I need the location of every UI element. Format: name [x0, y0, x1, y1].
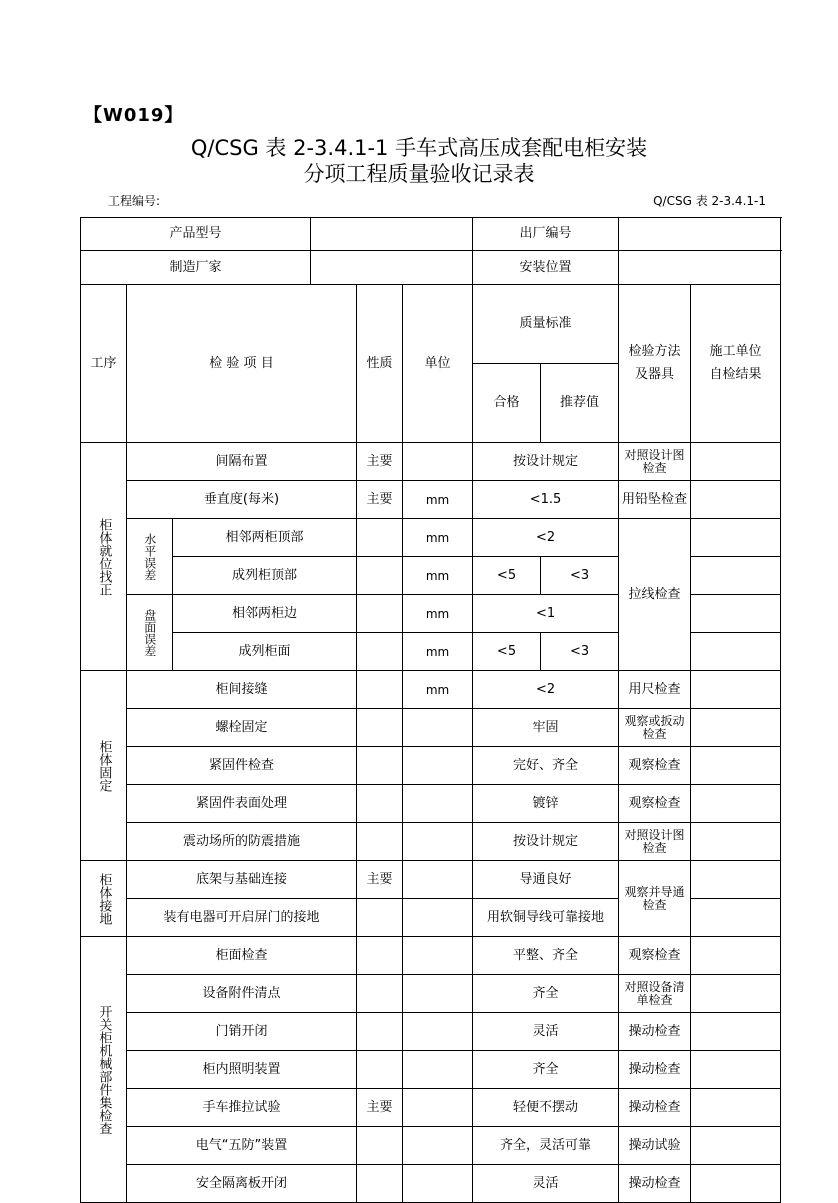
method-cell: 对照设计图检查 — [619, 443, 691, 481]
item-cell: 设备附件清点 — [127, 975, 357, 1013]
standard-cell: 齐全 — [473, 1051, 619, 1089]
nature-cell: 主要 — [357, 443, 403, 481]
unit-cell: mm — [403, 557, 473, 595]
col-item: 检 验 项 目 — [127, 285, 357, 443]
unit-cell: mm — [403, 519, 473, 557]
table-row — [81, 785, 781, 823]
project-number-label: 工程编号: — [108, 194, 161, 208]
table-row — [81, 519, 781, 557]
item-cell: 紧固件检查 — [127, 747, 357, 785]
self-result-cell[interactable] — [691, 557, 781, 595]
info-row-1 — [81, 218, 781, 251]
self-result-cell[interactable] — [691, 1127, 781, 1165]
nature-cell: 主要 — [357, 861, 403, 899]
recommended-cell: <3 — [541, 633, 619, 671]
standard-cell: <1.5 — [473, 481, 619, 519]
nature-cell: 主要 — [357, 481, 403, 519]
col-method-line1: 检验方法 — [628, 343, 681, 359]
form-number: Q/CSG 表 2-3.4.1-1 — [653, 194, 766, 208]
self-result-cell[interactable] — [691, 975, 781, 1013]
self-result-cell[interactable] — [691, 1089, 781, 1127]
unit-cell — [403, 1165, 473, 1203]
unit-cell — [403, 443, 473, 481]
form-code: 【W019】 — [84, 105, 184, 126]
table-row — [81, 747, 781, 785]
nature-cell — [357, 747, 403, 785]
nature-cell — [357, 937, 403, 975]
item-cell: 垂直度(每米) — [127, 481, 357, 519]
item-cell: 电气“五防”装置 — [127, 1127, 357, 1165]
nature-cell — [357, 595, 403, 633]
subgroup-surface-error: 盘面误差 — [127, 595, 173, 671]
nature-cell — [357, 709, 403, 747]
standard-cell: 牢固 — [473, 709, 619, 747]
unit-cell — [403, 823, 473, 861]
item-cell: 震动场所的防震措施 — [127, 823, 357, 861]
maker-label: 制造厂家 — [81, 251, 311, 285]
col-method — [619, 285, 691, 443]
unit-cell — [403, 1127, 473, 1165]
item-cell: 柜间接缝 — [127, 671, 357, 709]
unit-cell: mm — [403, 595, 473, 633]
item-cell: 安全隔离板开闭 — [127, 1165, 357, 1203]
standard-cell: 镀锌 — [473, 785, 619, 823]
method-cell: 观察检查 — [619, 937, 691, 975]
item-cell: 相邻两柜边 — [173, 595, 357, 633]
unit-cell — [403, 937, 473, 975]
standard-cell: 导通良好 — [473, 861, 619, 899]
standard-cell: 灵活 — [473, 1013, 619, 1051]
method-cell: 操动检查 — [619, 1051, 691, 1089]
self-result-cell[interactable] — [691, 861, 781, 899]
self-result-cell[interactable] — [691, 785, 781, 823]
col-recommended: 推荐值 — [541, 364, 619, 443]
self-result-cell[interactable] — [691, 1165, 781, 1203]
col-self-line2: 自检结果 — [709, 366, 762, 382]
item-cell: 柜面检查 — [127, 937, 357, 975]
nature-cell — [357, 1051, 403, 1089]
self-result-cell[interactable] — [691, 595, 781, 633]
subgroup-horizontal-error: 水平误差 — [127, 519, 173, 595]
nature-cell — [357, 899, 403, 937]
nature-cell — [357, 557, 403, 595]
unit-cell — [403, 747, 473, 785]
col-nature: 性质 — [357, 285, 403, 443]
page-title: Q/CSG 表 2-3.4.1-1 手车式高压成套配电柜安装 — [190, 136, 648, 160]
qualified-cell: <5 — [473, 557, 541, 595]
serial-value[interactable] — [619, 218, 781, 251]
standard-cell: 轻便不摆动 — [473, 1089, 619, 1127]
method-cell: 对照设备清单检查 — [619, 975, 691, 1013]
page-subtitle: 分项工程质量验收记录表 — [303, 162, 535, 186]
method-cell: 操动检查 — [619, 1089, 691, 1127]
standard-cell: <2 — [473, 671, 619, 709]
method-cell: 观察并导通检查 — [619, 861, 691, 937]
method-cell: 对照设计图检查 — [619, 823, 691, 861]
item-cell: 手车推拉试验 — [127, 1089, 357, 1127]
standard-cell: 平整、齐全 — [473, 937, 619, 975]
location-value[interactable] — [619, 251, 781, 285]
item-cell: 底架与基础连接 — [127, 861, 357, 899]
table-row — [81, 1089, 781, 1127]
item-cell: 装有电器可开启屏门的接地 — [127, 899, 357, 937]
table-row — [81, 823, 781, 861]
method-cell: 操动检查 — [619, 1013, 691, 1051]
standard-cell: 按设计规定 — [473, 823, 619, 861]
self-result-cell[interactable] — [691, 481, 781, 519]
table-row — [81, 1013, 781, 1051]
model-value[interactable] — [311, 218, 473, 251]
standard-cell: <1 — [473, 595, 619, 633]
col-self-check — [691, 285, 781, 443]
nature-cell: 主要 — [357, 1089, 403, 1127]
nature-cell — [357, 671, 403, 709]
group-mechanical-check: 开关柜机械部件集检查 — [81, 937, 127, 1203]
item-cell: 成列柜面 — [173, 633, 357, 671]
nature-cell — [357, 633, 403, 671]
table-row — [81, 1051, 781, 1089]
nature-cell — [357, 1127, 403, 1165]
table-row — [81, 975, 781, 1013]
col-self-line1: 施工单位 — [709, 343, 762, 359]
table-row — [81, 443, 781, 481]
item-cell: 相邻两柜顶部 — [173, 519, 357, 557]
method-cell: 观察检查 — [619, 785, 691, 823]
col-process: 工序 — [81, 285, 127, 443]
item-cell: 柜内照明装置 — [127, 1051, 357, 1089]
unit-cell — [403, 975, 473, 1013]
unit-cell: mm — [403, 633, 473, 671]
table-row — [81, 861, 781, 899]
unit-cell — [403, 861, 473, 899]
group-cabinet-positioning: 柜体就位找正 — [81, 443, 127, 671]
info-row-2 — [81, 251, 781, 285]
nature-cell — [357, 1165, 403, 1203]
self-result-cell[interactable] — [691, 823, 781, 861]
recommended-cell: <3 — [541, 557, 619, 595]
col-unit: 单位 — [403, 285, 473, 443]
nature-cell — [357, 823, 403, 861]
method-cell: 操动检查 — [619, 1165, 691, 1203]
self-result-cell[interactable] — [691, 899, 781, 937]
item-cell: 紧固件表面处理 — [127, 785, 357, 823]
method-cell: 观察检查 — [619, 747, 691, 785]
unit-cell — [403, 1089, 473, 1127]
standard-cell: 完好、齐全 — [473, 747, 619, 785]
item-cell: 成列柜顶部 — [173, 557, 357, 595]
self-result-cell[interactable] — [691, 1051, 781, 1089]
nature-cell — [357, 785, 403, 823]
standard-cell: 齐全 — [473, 975, 619, 1013]
col-method-line2: 及器具 — [635, 366, 675, 382]
self-result-cell[interactable] — [691, 709, 781, 747]
table-row — [81, 1165, 781, 1203]
item-cell: 门销开闭 — [127, 1013, 357, 1051]
maker-value[interactable] — [311, 251, 473, 285]
qualified-cell: <5 — [473, 633, 541, 671]
self-result-cell[interactable] — [691, 443, 781, 481]
self-result-cell[interactable] — [691, 937, 781, 975]
header-row-1 — [81, 285, 781, 364]
method-cell: 观察或扳动检查 — [619, 709, 691, 747]
standard-cell: 灵活 — [473, 1165, 619, 1203]
self-result-cell[interactable] — [691, 519, 781, 557]
col-qualified: 合格 — [473, 364, 541, 443]
item-cell: 间隔布置 — [127, 443, 357, 481]
table-row — [81, 1127, 781, 1165]
item-cell: 螺栓固定 — [127, 709, 357, 747]
group-cabinet-fixing: 柜体固定 — [81, 671, 127, 861]
self-result-cell[interactable] — [691, 1013, 781, 1051]
unit-cell: mm — [403, 671, 473, 709]
standard-cell: <2 — [473, 519, 619, 557]
nature-cell — [357, 519, 403, 557]
method-cell: 用铅坠检查 — [619, 481, 691, 519]
self-result-cell[interactable] — [691, 633, 781, 671]
col-standard: 质量标准 — [473, 285, 619, 364]
method-cell: 操动试验 — [619, 1127, 691, 1165]
nature-cell — [357, 1013, 403, 1051]
table-row — [81, 671, 781, 709]
unit-cell — [403, 709, 473, 747]
table-row — [81, 709, 781, 747]
standard-cell: 齐全，灵活可靠 — [473, 1127, 619, 1165]
unit-cell — [403, 785, 473, 823]
table-row — [81, 481, 781, 519]
method-cell: 拉线检查 — [619, 519, 691, 671]
unit-cell — [403, 899, 473, 937]
unit-cell — [403, 1013, 473, 1051]
model-label: 产品型号 — [81, 218, 311, 251]
inspection-table — [80, 217, 781, 1203]
location-label: 安装位置 — [473, 251, 619, 285]
nature-cell — [357, 975, 403, 1013]
unit-cell — [403, 1051, 473, 1089]
self-result-cell[interactable] — [691, 747, 781, 785]
serial-label: 出厂编号 — [473, 218, 619, 251]
unit-cell: mm — [403, 481, 473, 519]
self-result-cell[interactable] — [691, 671, 781, 709]
method-cell: 用尺检查 — [619, 671, 691, 709]
group-cabinet-grounding: 柜体接地 — [81, 861, 127, 937]
standard-cell: 按设计规定 — [473, 443, 619, 481]
standard-cell: 用软铜导线可靠接地 — [473, 899, 619, 937]
table-row — [81, 937, 781, 975]
